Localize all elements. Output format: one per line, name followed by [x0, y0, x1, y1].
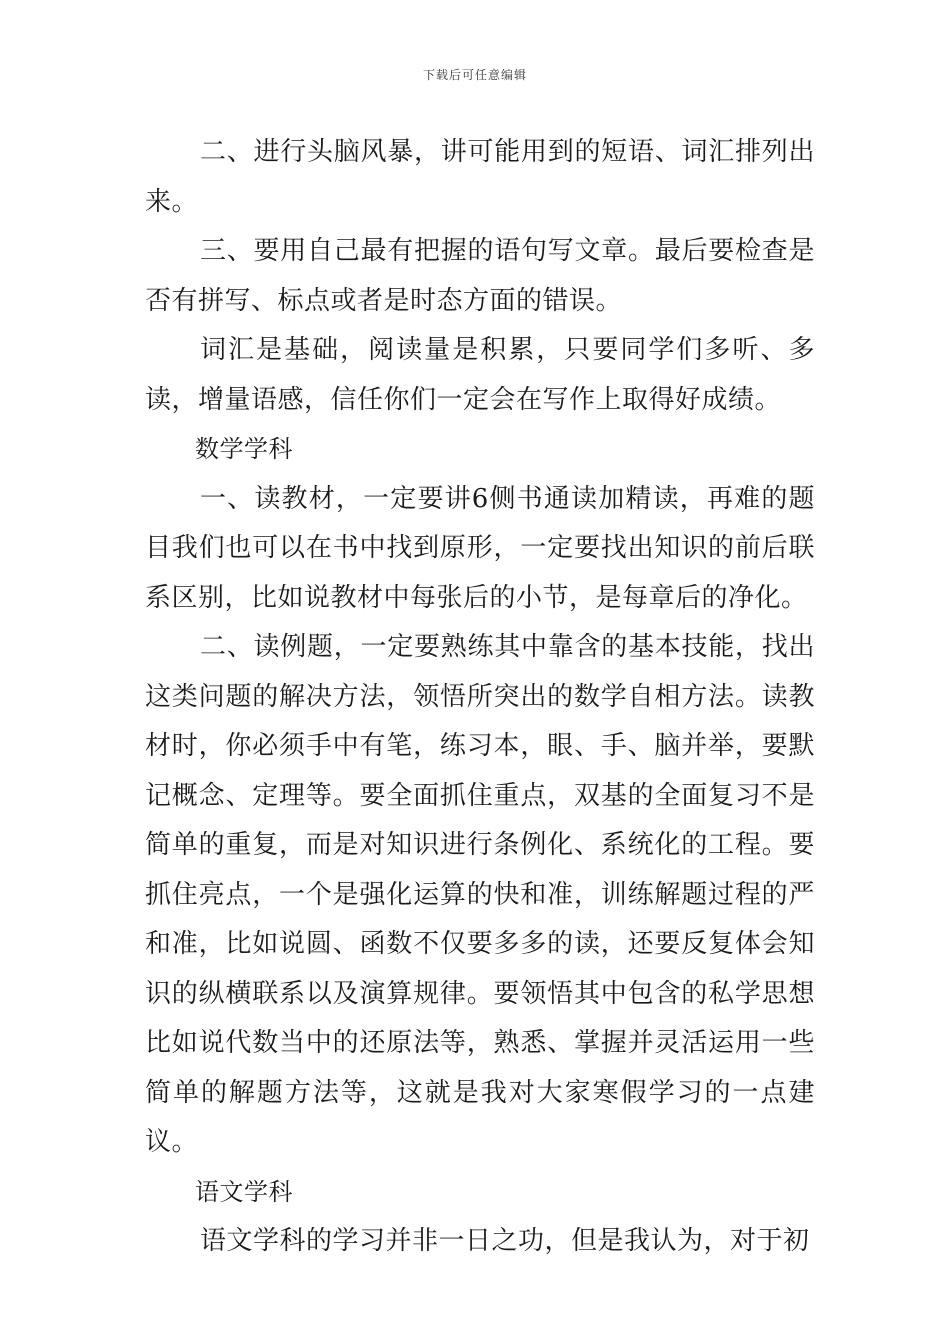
paragraph-read-examples: 二、读例题，一定要熟练其中靠含的基本技能，找出这类问题的解决方法，领悟所突出的数学自相方法。读教材时，你必须手中有笔，练习本，眼、手、脑并举，要默记概念、定理等。要全面抓住重点，双基的全面复习不是简单的重复，而是对知识进行条例化、系统化的工程。要抓住亮点，一个是强化运算的快和准，训练解题过程的严和准，比如说圆、函数不仅要多多的读，还要反复体会知识的纵横联系以及演算规律。要领悟其中包含的私学思想比如说代数当中的还原法等，熟悉、掌握并灵活运用一些简单的解题方法等，这就是我对大家寒假学习的一点建议。 — [145, 632, 815, 1157]
section-heading-chinese: 语文学科 — [195, 1177, 293, 1206]
header-note: 下载后可任意编辑 — [422, 68, 527, 82]
section-heading-math: 数学学科 — [195, 435, 293, 463]
paragraph-chinese-intro: 语文学科的学习并非一日之功，但是我认为，对于初 — [200, 1226, 810, 1256]
paragraph-read-textbook: 一、读教材，一定要讲6侧书通读加精读，再难的题目我们也可以在书中找到原形，一定要找出知识的前后联系区别，比如说教材中每张后的小节，是每章后的净化。 — [145, 483, 815, 613]
paragraph-brainstorm: 二、进行头脑风暴，讲可能用到的短语、词汇排列出来。 — [145, 137, 815, 217]
paragraph-write-and-check: 三、要用自己最有把握的语句写文章。最后要检查是否有拼写、标点或者是时态方面的错误。 — [145, 236, 815, 316]
paragraph-vocabulary: 词汇是基础，阅读量是积累，只要同学们多听、多读，增量语感，信任你们一定会在写作上取得好成绩。 — [145, 335, 815, 415]
document-body — [145, 128, 815, 1267]
